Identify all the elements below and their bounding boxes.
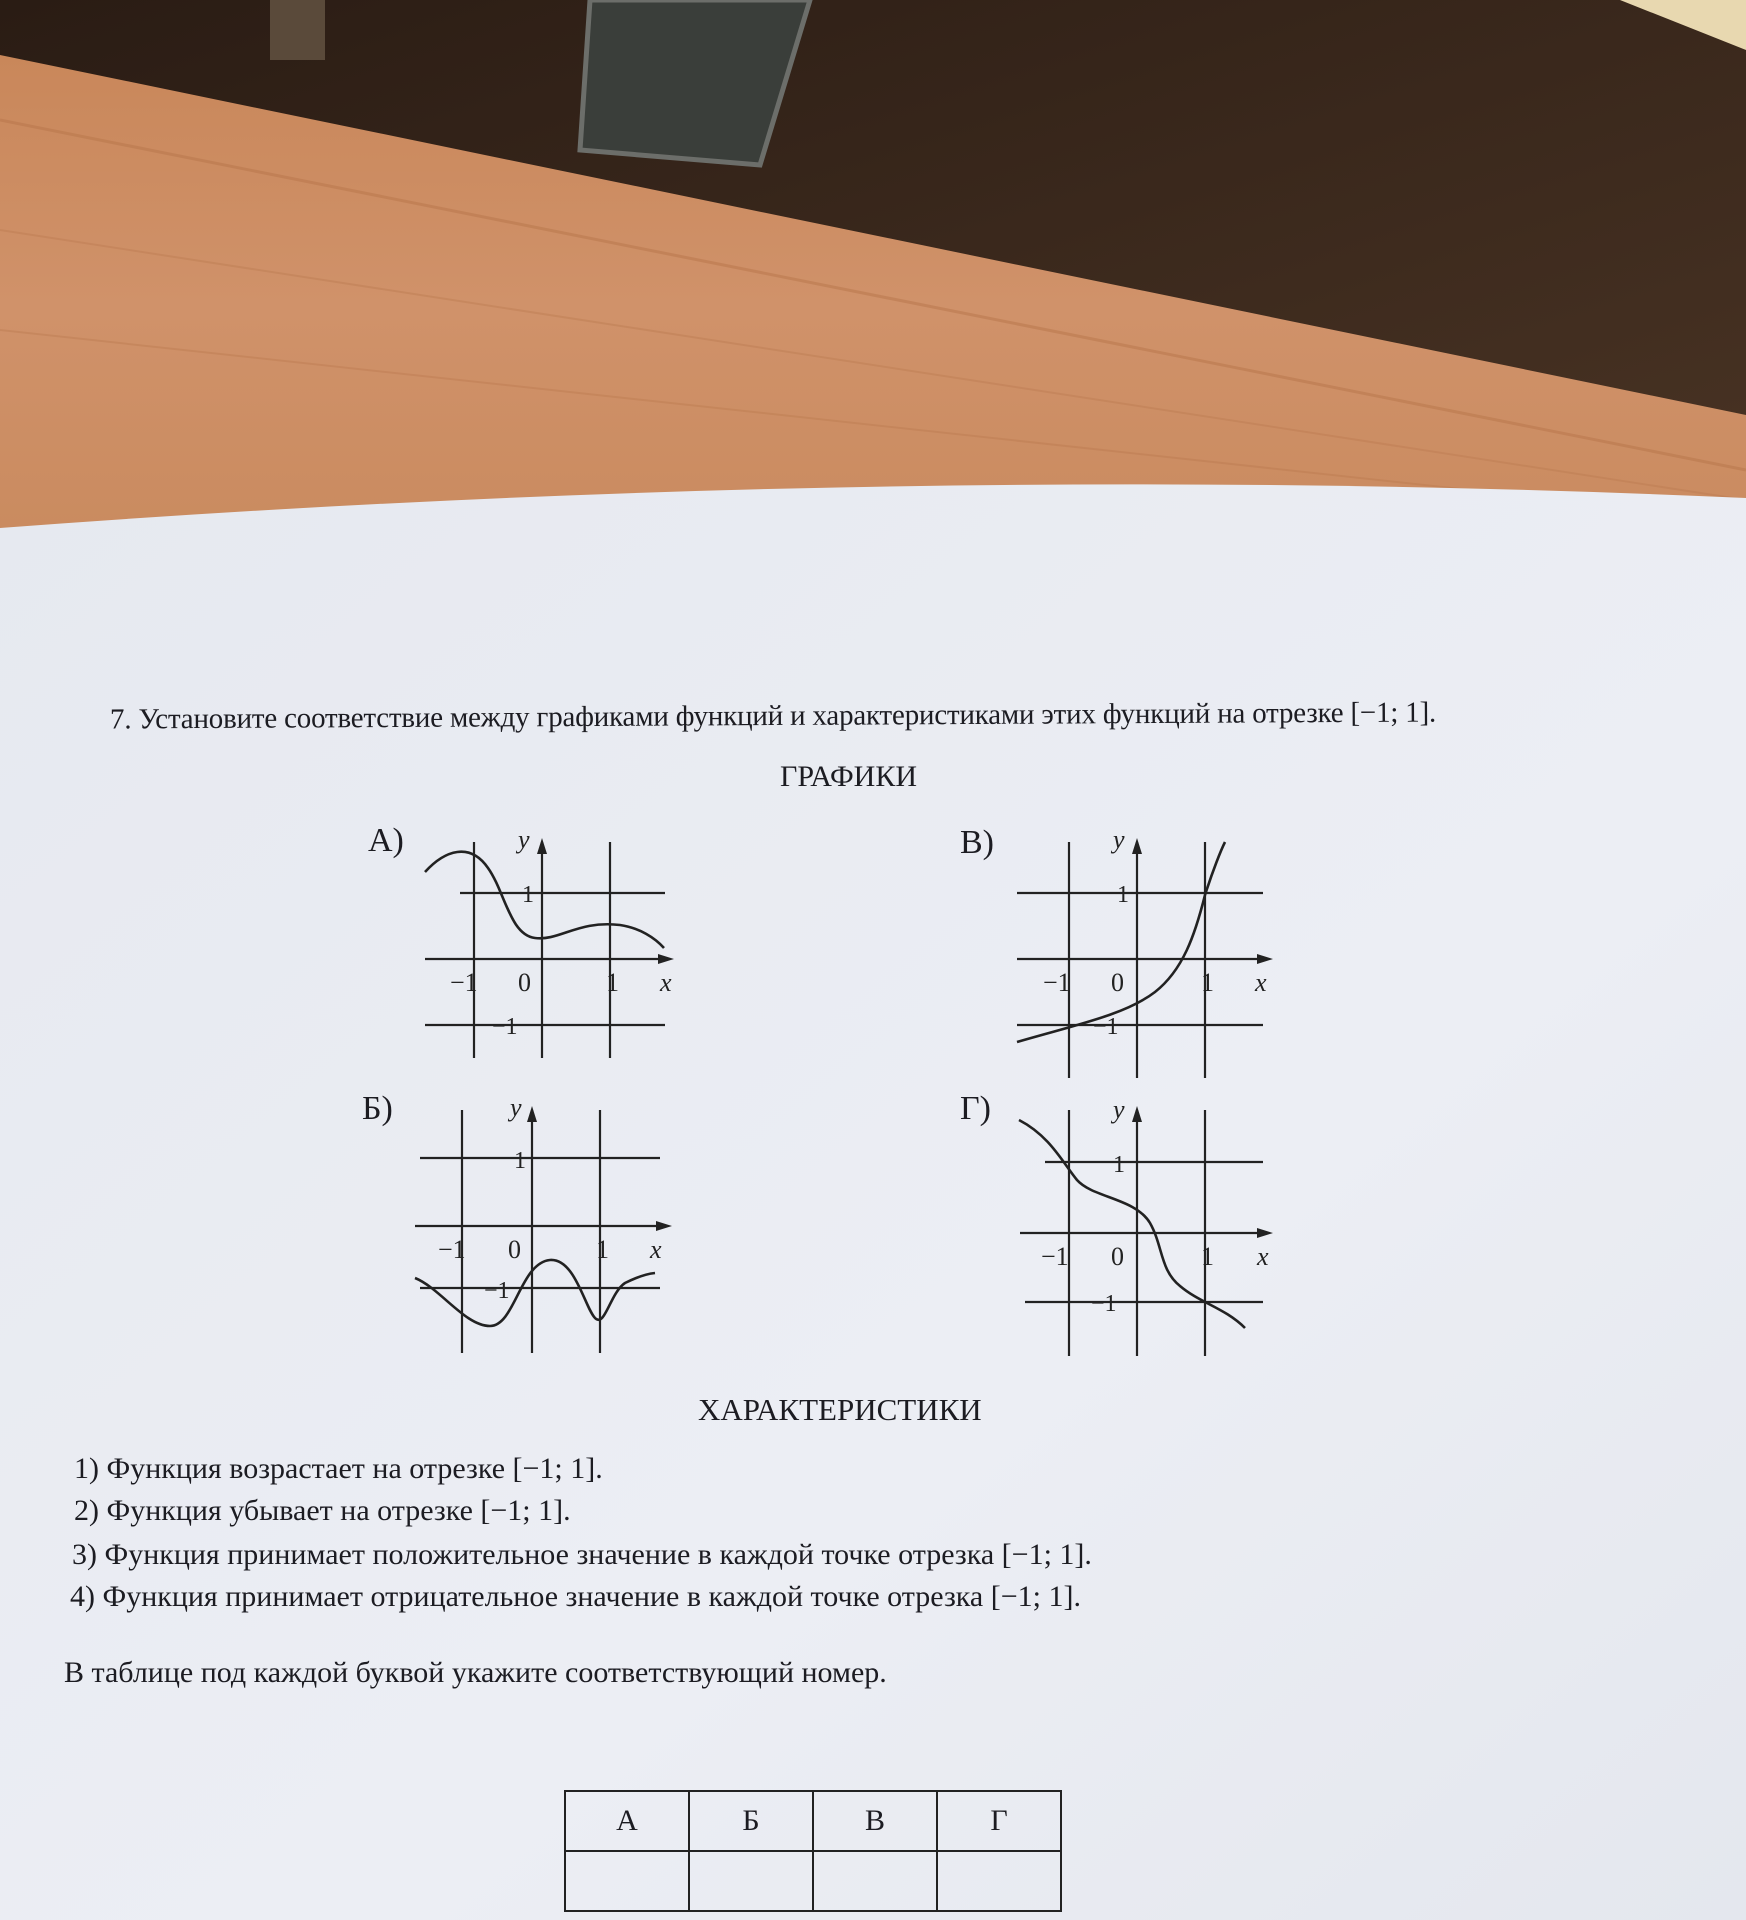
x-tick-1: 1 (606, 968, 619, 997)
graph-letter-g: Г) (960, 1090, 991, 1127)
answer-table-answer-row (565, 1851, 1061, 1911)
x-axis-label: x (660, 968, 672, 997)
y-tick-neg1: −1 (492, 1014, 518, 1040)
x-axis-label: x (650, 1235, 662, 1264)
y-tick-1: 1 (1117, 882, 1129, 908)
header-cell-v: В (813, 1791, 937, 1851)
y-axis-label: y (510, 1093, 522, 1122)
x-axis-arrow (658, 954, 674, 964)
header-cell-g: Г (937, 1791, 1061, 1851)
instruction: В таблице под каждой буквой укажите соответствующий номер. (64, 1656, 887, 1689)
graph-v-curve (1017, 842, 1225, 1042)
graph-b-curve (415, 1260, 655, 1326)
x-tick-neg1: −1 (438, 1235, 466, 1264)
characteristics-heading: ХАРАКТЕРИСТИКИ (698, 1392, 982, 1427)
y-tick-neg1: −1 (1091, 1291, 1117, 1317)
x-tick-1: 1 (596, 1235, 609, 1264)
characteristic-1: 1) Функция возрастает на отрезке [−1; 1]. (74, 1452, 603, 1485)
y-axis-label: y (1113, 825, 1125, 854)
y-axis-arrow (537, 838, 547, 854)
graph-letter-a: А) (368, 822, 404, 859)
answer-cell-a[interactable] (565, 1851, 689, 1911)
graph-a-curve (425, 852, 664, 948)
x-tick-0: 0 (508, 1235, 521, 1264)
answer-table (564, 1790, 1062, 1912)
characteristic-2: 2) Функция убывает на отрезке [−1; 1]. (74, 1494, 571, 1527)
characteristic-4: 4) Функция принимает отрицательное значение в каждой точке отрезка [−1; 1]. (70, 1580, 1081, 1613)
y-tick-1: 1 (1113, 1152, 1125, 1178)
x-tick-0: 0 (1111, 1242, 1124, 1271)
x-tick-neg1: −1 (1041, 1242, 1069, 1271)
y-tick-1: 1 (514, 1148, 526, 1174)
x-tick-0: 0 (518, 968, 531, 997)
x-tick-0: 0 (1111, 968, 1124, 997)
graph-b (410, 1088, 680, 1363)
graph-letter-b: Б) (362, 1090, 393, 1127)
y-tick-neg1: −1 (1093, 1014, 1119, 1040)
characteristic-3: 3) Функция принимает положительное значение в каждой точке отрезка [−1; 1]. (72, 1538, 1092, 1571)
x-axis-label: x (1255, 968, 1267, 997)
graph-v (1005, 820, 1275, 1085)
y-axis-label: y (518, 825, 530, 854)
x-tick-1: 1 (1201, 968, 1214, 997)
graph-a (410, 820, 680, 1065)
chair-leg (270, 0, 325, 60)
task-statement: 7. Установите соответствие между графиками функций и характеристиками этих функций на отрезке [−1; 1]. (109, 696, 1437, 736)
answer-cell-g[interactable] (937, 1851, 1061, 1911)
x-tick-neg1: −1 (1043, 968, 1071, 997)
answer-cell-b[interactable] (689, 1851, 813, 1911)
graphs-heading: ГРАФИКИ (780, 760, 918, 793)
x-tick-1: 1 (1201, 1242, 1214, 1271)
y-axis-label: y (1113, 1095, 1125, 1124)
answer-table-header-row (565, 1791, 1061, 1851)
y-tick-1: 1 (522, 882, 534, 908)
header-cell-b: Б (689, 1791, 813, 1851)
x-tick-neg1: −1 (450, 968, 478, 997)
graph-g-curve (1019, 1120, 1245, 1328)
graph-g (1005, 1088, 1280, 1363)
x-axis-label: x (1257, 1242, 1269, 1271)
answer-cell-v[interactable] (813, 1851, 937, 1911)
graph-letter-v: В) (960, 824, 994, 861)
y-tick-neg1: −1 (484, 1278, 510, 1304)
header-cell-a: А (565, 1791, 689, 1851)
